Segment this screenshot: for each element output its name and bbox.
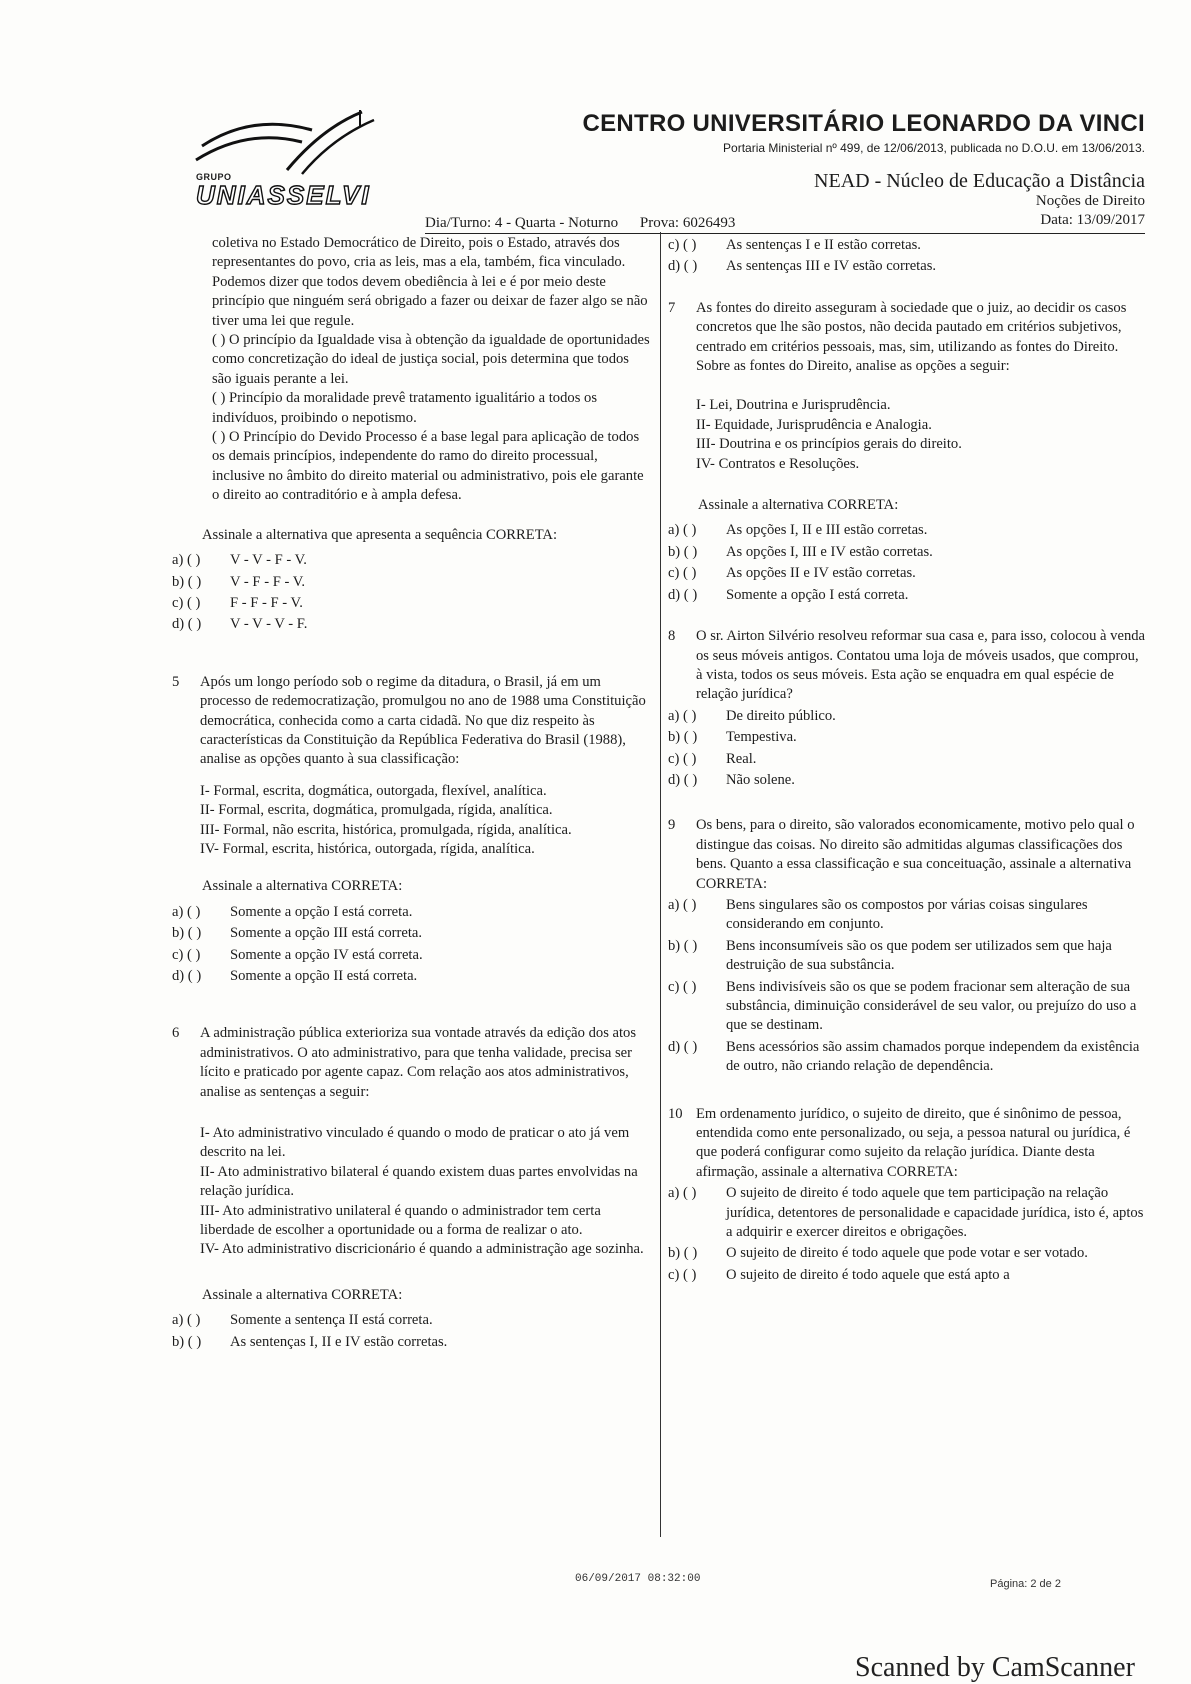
q6-item: II- Ato administrativo bilateral é quando existem duas partes envolvidas na relação jurídica. (200, 1163, 638, 1200)
q8-options (668, 707, 1148, 791)
logo-swoosh-icon (192, 108, 402, 178)
q4-statement: ( ) O princípio da Igualdade visa à obtenção da igualdade de oportunidades como concretização do ideal de justiça social, pois determina que todos são iguais perante a lei. (212, 332, 650, 387)
q7-text: As fontes do direito asseguram à sociedade que o juiz, ao decidir os casos concretos que lhe são postos, não decida pautado em critérios subjetivos, centrado em critérios pessoais, mas, sim, utilizando as fontes do Direito. Sobre as fontes do Direito, analise as opções a seguir: (696, 299, 1127, 375)
page-number: Página: 2 de 2 (990, 1578, 1061, 1590)
q5-item: II- Formal, escrita, dogmática, promulgada, rígida, analítica. (200, 802, 553, 819)
q4-instruction: Assinale a alternativa que apresenta a sequência CORRETA: (202, 526, 558, 543)
exam-info-line (425, 215, 753, 232)
question-8 (668, 627, 1148, 705)
q10-options (668, 1184, 1148, 1285)
q6-options-continued (668, 236, 1148, 277)
q4-option-b[interactable]: b) ( ) V - F - F - V. (172, 573, 306, 590)
q4-option-c[interactable]: c) ( ) F - F - F - V. (172, 594, 303, 611)
exam-code: Prova: 6026493 (639, 215, 736, 231)
q9-options (668, 896, 1148, 1077)
q5-item: IV- Formal, escrita, histórica, outorgada, rígida, analítica. (200, 840, 535, 857)
q9-option-d[interactable]: d) ( ) Bens acessórios são assim chamados porque independem da existência de outro, não criando relação de dependência. (668, 1038, 1140, 1075)
question-4-continuation (172, 234, 650, 506)
q5-instruction: Assinale a alternativa CORRETA: (202, 878, 403, 895)
question-number: 10 (668, 1105, 683, 1122)
q5-option-a[interactable]: a) ( ) Somente a opção I está correta. (172, 903, 413, 920)
q8-option-b[interactable]: b) ( ) Tempestiva. (668, 729, 797, 746)
q7-option-c[interactable]: c) ( ) As opções II e IV estão corretas. (668, 565, 916, 582)
uniasselvi-logo (192, 108, 402, 213)
scanner-watermark: Scanned by CamScanner (855, 1652, 1135, 1683)
q8-option-a[interactable]: a) ( ) De direito público. (668, 707, 836, 724)
q6-option-c[interactable]: c) ( ) As sentenças I e II estão corretas. (668, 237, 921, 253)
q7-items (696, 396, 1148, 474)
q4-options (172, 551, 650, 635)
q5-option-b[interactable]: b) ( ) Somente a opção III está correta. (172, 925, 423, 942)
q7-option-b[interactable]: b) ( ) As opções I, III e IV estão corretas. (668, 543, 933, 560)
logo-group-text: GRUPO (196, 172, 232, 182)
print-timestamp: 06/09/2017 08:32:00 (575, 1573, 701, 1585)
question-5 (172, 673, 650, 868)
q5-options (172, 903, 650, 987)
day-shift: Dia/Turno: 4 - Quarta - Noturno (425, 215, 619, 231)
q7-options (668, 521, 1148, 605)
q5-item: I- Formal, escrita, dogmática, outorgada, flexível, analítica. (200, 782, 547, 799)
q10-option-b[interactable]: b) ( ) O sujeito de direito é todo aquele que pode votar e ser votado. (668, 1245, 1088, 1262)
q6-item: IV- Ato administrativo discricionário é quando a administração age sozinha. (200, 1241, 644, 1258)
q8-option-c[interactable]: c) ( ) Real. (668, 750, 757, 767)
q9-text: Os bens, para o direito, são valorados economicamente, motivo pelo qual o distingue das coisas. No direito são admitidas algumas classificações dos bens. Quanto a essa classificação e sua conceituação, assinale a alternativa CORRETA: (696, 817, 1135, 892)
q4-option-a[interactable]: a) ( ) V - V - F - V. (172, 552, 307, 569)
q4-option-d[interactable]: d) ( ) V - V - V - F. (172, 616, 308, 633)
column-divider (660, 232, 661, 1537)
q7-item: IV- Contratos e Resoluções. (696, 455, 860, 472)
q6-option-a[interactable]: a) ( ) Somente a sentença II está correta. (172, 1312, 433, 1329)
q7-instruction: Assinale a alternativa CORRETA: (698, 497, 899, 514)
q8-text: O sr. Airton Silvério resolveu reformar sua casa e, para isso, colocou à venda os seus móveis antigos. Contatou uma loja de móveis usados, que comprou, à vista, todos os seus móveis. Esta ação se enquadra em qual espécie de relação jurídica? (696, 628, 1146, 703)
q5-option-c[interactable]: c) ( ) Somente a opção IV está correta. (172, 946, 423, 963)
question-number: 6 (172, 1025, 180, 1042)
question-number: 7 (668, 299, 676, 316)
left-column (172, 234, 650, 1354)
question-number: 5 (172, 673, 180, 690)
q7-item: III- Doutrina e os princípios gerais do direito. (696, 436, 962, 453)
q7-item: I- Lei, Doutrina e Jurisprudência. (696, 397, 891, 414)
q6-item: I- Ato administrativo vinculado é quando o modo de praticar o ato já vem descrito na lei. (200, 1125, 630, 1161)
q6-items (200, 1124, 650, 1260)
right-column (668, 234, 1148, 1287)
question-number: 9 (668, 817, 676, 834)
q9-option-c[interactable]: c) ( ) Bens indivisíveis são os que se podem fracionar sem alteração de sua substância, diminuição considerável de seu valor, ou prejuízo do uso a que se destinam. (668, 978, 1137, 1034)
q6-text: A administração pública exterioriza sua vontade através da edição dos atos administrativos. O ato administrativo, para que tenha validade, precisa ser lícito e praticado por agente capaz. Com relação aos atos administrativos, analise as sentenças a seguir: (200, 1025, 637, 1100)
exam-date: Data: 13/09/2017 (1040, 212, 1145, 228)
q8-option-d[interactable]: d) ( ) Não solene. (668, 771, 795, 788)
q5-option-d[interactable]: d) ( ) Somente a opção II está correta. (172, 968, 418, 984)
q6-options (172, 1311, 650, 1352)
q6-option-d[interactable]: d) ( ) As sentenças III e IV estão corretas. (668, 258, 937, 275)
q7-option-d[interactable]: d) ( ) Somente a opção I está correta. (668, 586, 909, 603)
nead-title: NEAD - Núcleo de Educação a Distância (814, 170, 1145, 192)
q7-item: II- Equidade, Jurisprudência e Analogia. (696, 416, 932, 433)
question-number: 8 (668, 628, 676, 645)
q5-text: Após um longo período sob o regime da ditadura, o Brasil, já em um processo de redemocratização, promulgou no ano de 1988 uma Constituição democrática, conhecida como a carta cidadã. No que diz respeito às características da Constituição da República Federativa do Brasil (1988), analise as opções quanto à sua classificação: (200, 673, 646, 768)
logo-brand-text: UNIASSELVI (196, 180, 371, 210)
question-6 (172, 1024, 650, 1267)
q6-item: III- Ato administrativo unilateral é quando o administrador tem certa liberdade de escolher a oportunidade ou a forma de realizar o ato. (200, 1202, 601, 1239)
question-7 (668, 299, 1148, 482)
q9-option-a[interactable]: a) ( ) Bens singulares são os compostos por várias coisas singulares considerando em conjunto. (668, 896, 1088, 933)
question-9 (668, 816, 1148, 894)
q4-statement: ( ) O Princípio do Devido Processo é a base legal para aplicação de todos os demais princípios, independente do ramo do direito processual, inclusive no âmbito do direito material ou administrativo, pois ele garante o direito ao contraditório e à ampla defesa. (212, 429, 644, 504)
q4-statement: ( ) Princípio da moralidade prevê tratamento igualitário a todos os indivíduos, proibindo o nepotismo. (212, 390, 597, 426)
q7-option-a[interactable]: a) ( ) As opções I, II e III estão corretas. (668, 522, 928, 539)
q10-text: Em ordenamento jurídico, o sujeito de direito, que é sinônimo de pessoa, entendida como ente personalizado, ou seja, a pessoa natural ou jurídica, é que poderá configurar como sujeito da relação jurídica. Diante desta afirmação, assinale a alternativa CORRETA: (696, 1105, 1131, 1180)
subject-name: Noções de Direito (1035, 193, 1145, 209)
question-10 (668, 1105, 1148, 1183)
q10-option-c[interactable]: c) ( ) O sujeito de direito é todo aquele que está apto a (668, 1266, 1010, 1283)
q10-option-a[interactable]: a) ( ) O sujeito de direito é todo aquele que tem participação na relação jurídica, detentores de personalidade e capacidade jurídica, isto é, aptos a adquirir e exercer direitos e obrigações. (668, 1185, 1144, 1241)
q6-instruction: Assinale a alternativa CORRETA: (202, 1286, 403, 1303)
q4-paragraph: coletiva no Estado Democrático de Direito, pois o Estado, através dos representantes do povo, cria as leis, mas a ela, também, fica vinculado. Podemos dizer que todos devem obediência à lei e é por meio deste princípio que ninguém será obrigado a fazer ou deixar de fazer algo se não tiver uma lei que regule. (212, 235, 648, 329)
q5-items (200, 782, 650, 860)
q6-option-b[interactable]: b) ( ) As sentenças I, II e IV estão corretas. (172, 1333, 448, 1350)
q9-option-b[interactable]: b) ( ) Bens inconsumíveis são os que podem ser utilizados sem que haja destruição de sua substância. (668, 937, 1112, 974)
institution-portaria: Portaria Ministerial nº 499, de 12/06/2013, publicada no D.O.U. em 13/06/2013. (723, 141, 1145, 155)
institution-name: CENTRO UNIVERSITÁRIO LEONARDO DA VINCI (582, 110, 1145, 137)
q5-item: III- Formal, não escrita, histórica, promulgada, rígida, analítica. (200, 821, 572, 838)
